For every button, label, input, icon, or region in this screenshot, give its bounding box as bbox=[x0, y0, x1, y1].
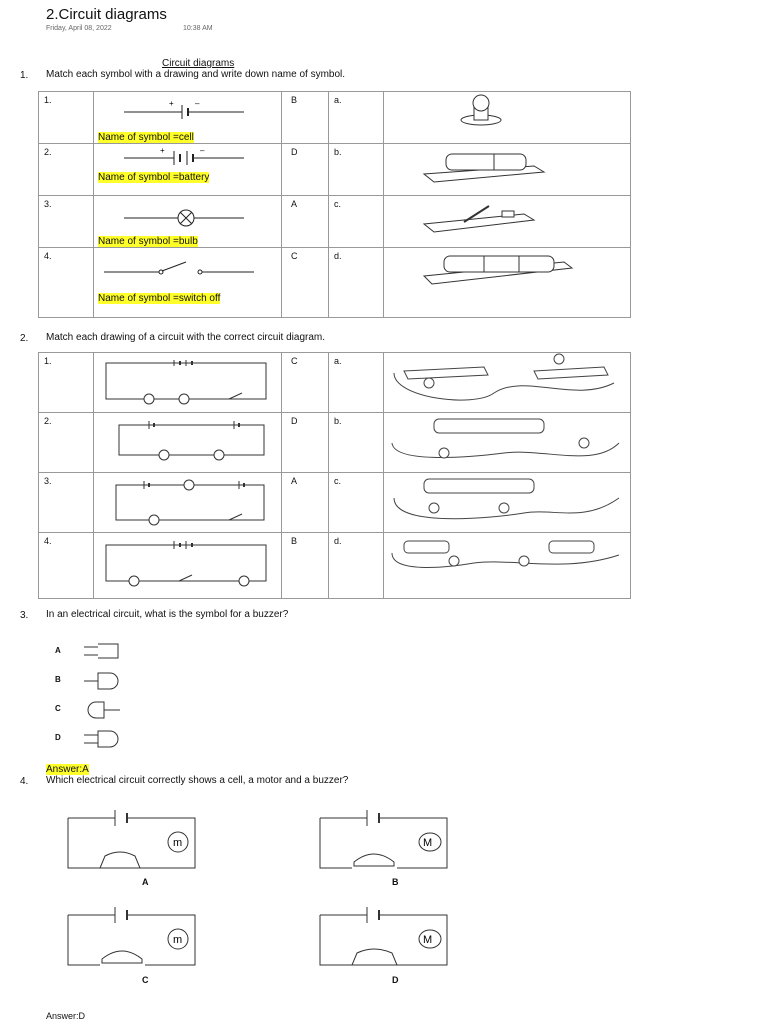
q2-letter: c. bbox=[334, 476, 342, 486]
buzzer-symbol-a bbox=[84, 642, 124, 662]
q1-answer: C bbox=[291, 251, 298, 261]
bulb-holder-drawing bbox=[384, 92, 630, 144]
q1-row-num: 3. bbox=[44, 199, 52, 209]
buzzer-symbol-b bbox=[84, 671, 124, 691]
q2-row-num: 2. bbox=[44, 416, 52, 426]
circuit-option-a bbox=[60, 808, 210, 878]
q2-row-num: 1. bbox=[44, 356, 52, 366]
buzzer-symbol-d bbox=[84, 729, 124, 749]
section-title: Circuit diagrams bbox=[162, 58, 235, 69]
switch-off-symbol bbox=[94, 248, 281, 318]
q1-letter: d. bbox=[334, 251, 342, 261]
switch-drawing bbox=[384, 196, 630, 248]
svg-text:+: + bbox=[169, 99, 174, 108]
circuit-diagram-2 bbox=[94, 413, 281, 473]
q1-letter: c. bbox=[334, 199, 342, 209]
q1-letter: a. bbox=[334, 95, 342, 105]
q2-table bbox=[38, 352, 631, 599]
motor-label: m bbox=[173, 837, 183, 849]
q4-option-label: A bbox=[142, 877, 149, 887]
svg-text:–: – bbox=[195, 99, 200, 108]
q4-answer: Answer:D bbox=[46, 1011, 86, 1021]
symbol-name: Name of symbol =bulb bbox=[98, 236, 198, 247]
q1-row-num: 2. bbox=[44, 147, 52, 157]
battery-symbol bbox=[94, 144, 281, 196]
symbol-name: Name of symbol =cell bbox=[98, 132, 194, 143]
circuit-drawing-a bbox=[384, 353, 630, 413]
q1-answer: D bbox=[291, 147, 298, 157]
circuit-drawing-d bbox=[384, 533, 630, 599]
q1-text: Match each symbol with a drawing and write down name of symbol. bbox=[46, 69, 346, 80]
q4-number: 4. bbox=[20, 776, 29, 787]
q2-letter: a. bbox=[334, 356, 342, 366]
q1-number: 1. bbox=[20, 70, 29, 81]
q2-answer: A bbox=[291, 476, 298, 486]
q1-answer: B bbox=[291, 95, 298, 105]
symbol-name: Name of symbol =battery bbox=[98, 172, 210, 183]
page-date: Friday, April 08, 2022 bbox=[46, 25, 112, 32]
q2-text: Match each drawing of a circuit with the correct circuit diagram. bbox=[46, 332, 325, 343]
circuit-option-d bbox=[312, 905, 462, 975]
q2-letter: d. bbox=[334, 536, 342, 546]
q1-letter: b. bbox=[334, 147, 342, 157]
q2-row-num: 4. bbox=[44, 536, 52, 546]
q3-number: 3. bbox=[20, 610, 29, 621]
q2-row-num: 3. bbox=[44, 476, 52, 486]
q1-row-num: 4. bbox=[44, 251, 52, 261]
q3-answer: Answer:A bbox=[46, 764, 89, 775]
q3-text: In an electrical circuit, what is the symbol for a buzzer? bbox=[46, 609, 289, 620]
q3-option-label: B bbox=[55, 675, 61, 684]
q4-text: Which electrical circuit correctly shows a cell, a motor and a buzzer? bbox=[46, 775, 349, 786]
q2-answer: B bbox=[291, 536, 298, 546]
buzzer-symbol-c bbox=[84, 700, 124, 720]
symbol-name: Name of symbol =switch off bbox=[98, 293, 221, 304]
q3-option-label: D bbox=[55, 733, 61, 742]
cell-holder-drawing bbox=[384, 144, 630, 196]
circuit-drawing-b bbox=[384, 413, 630, 473]
q4-option-label: C bbox=[142, 975, 149, 985]
circuit-option-b bbox=[312, 808, 462, 878]
q2-answer: D bbox=[291, 416, 298, 426]
q2-answer: C bbox=[291, 356, 298, 366]
svg-text:+: + bbox=[160, 146, 165, 155]
battery-holder-drawing bbox=[384, 248, 630, 318]
page-title: 2.Circuit diagrams bbox=[46, 6, 167, 23]
q1-row-num: 1. bbox=[44, 95, 52, 105]
q4-option-label: D bbox=[392, 975, 399, 985]
q2-letter: b. bbox=[334, 416, 342, 426]
circuit-diagram-3 bbox=[94, 473, 281, 533]
q4-option-label: B bbox=[392, 877, 399, 887]
circuit-diagram-1 bbox=[94, 353, 281, 413]
circuit-option-c bbox=[60, 905, 210, 975]
q1-table bbox=[38, 91, 631, 318]
motor-label: M bbox=[423, 934, 433, 946]
q3-option-label: A bbox=[55, 646, 61, 655]
q1-answer: A bbox=[291, 199, 298, 209]
motor-label: m bbox=[173, 934, 183, 946]
svg-text:–: – bbox=[200, 146, 205, 155]
circuit-diagram-4 bbox=[94, 533, 281, 599]
circuit-drawing-c bbox=[384, 473, 630, 533]
motor-label: M bbox=[423, 837, 433, 849]
page-time: 10:38 AM bbox=[183, 25, 213, 32]
q2-number: 2. bbox=[20, 333, 29, 344]
q3-option-label: C bbox=[55, 704, 61, 713]
